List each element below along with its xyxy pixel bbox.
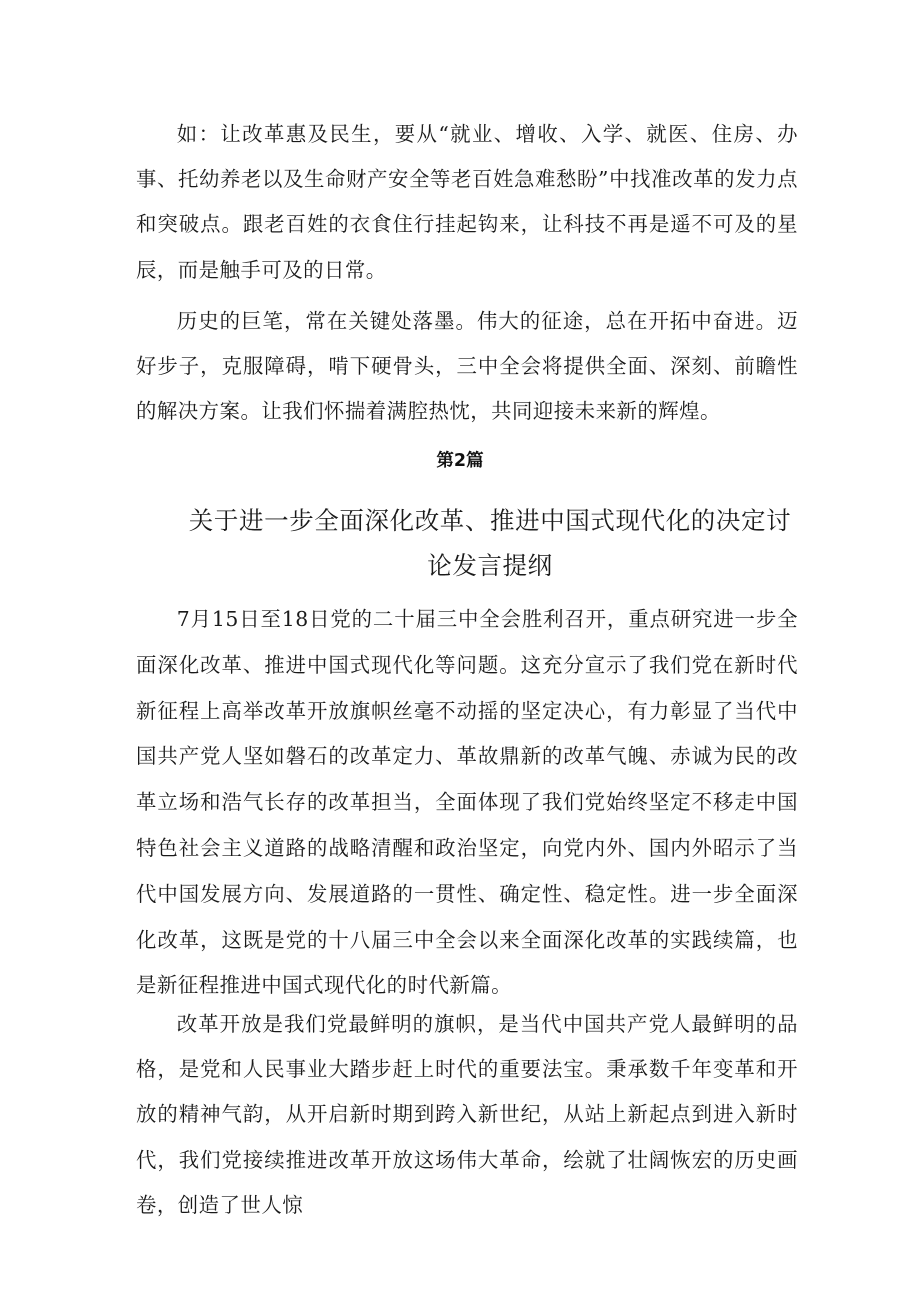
section-number: 第2篇 xyxy=(436,451,484,471)
paragraph-historic-brush: 历史的巨笔，常在关键处落墨。伟大的征途，总在开拓中奋进。迈好步子，克服障碍，啃下硬骨头，三中全会将提供全面、深刻、前瞻性的解决方案。让我们怀揣着满腔热忱，共同迎接未来新的辉煌。 xyxy=(136,309,798,424)
document-title: 关于进一步全面深化改革、推进中国式现代化的决定讨论发言提纲 xyxy=(188,506,792,580)
paragraph-plenum-intro: 7月15日至18日党的二十届三中全会胜利召开，重点研究进一步全面深化改革、推进中国式现代化等问题。这充分宣示了我们党在新时代新征程上高举改革开放旗帜丝毫不动摇的坚定决心，有力彰显了当代中国共产党人坚如磐石的改革定力、革故鼎新的改革气魄、赤诚为民的改革立场和浩气长存的改革担当，全面体现了我们党始终坚定不移走中国特色社会主义道路的战略清醒和政治坚定，向党内外、国内外昭示了当代中国发展方向、发展道路的一贯性、确定性、稳定性。进一步全面深化改革，这既是党的十八届三中全会以来全面深化改革的实践续篇，也是新征程推进中国式现代化的时代新篇。 xyxy=(136,607,798,998)
paragraph-reform-banner: 改革开放是我们党最鲜明的旗帜，是当代中国共产党人最鲜明的品格，是党和人民事业大踏步赶上时代的重要法宝。秉承数千年变革和开放的精神气韵，从开启新时期到跨入新世纪，从站上新起点到进入新时代，我们党接续推进改革开放这场伟大革命，绘就了壮阔恢宏的历史画卷，创造了世人惊 xyxy=(136,1012,798,1217)
paragraph-livelihood-reform: 如：让改革惠及民生，要从“就业、增收、入学、就医、住房、办事、托幼养老以及生命财产安全等老百姓急难愁盼”中找准改革的发力点和突破点。跟老百姓的衣食住行挂起钩来，让科技不再是遥不可及的星辰，而是触手可及的日常。 xyxy=(136,122,798,282)
